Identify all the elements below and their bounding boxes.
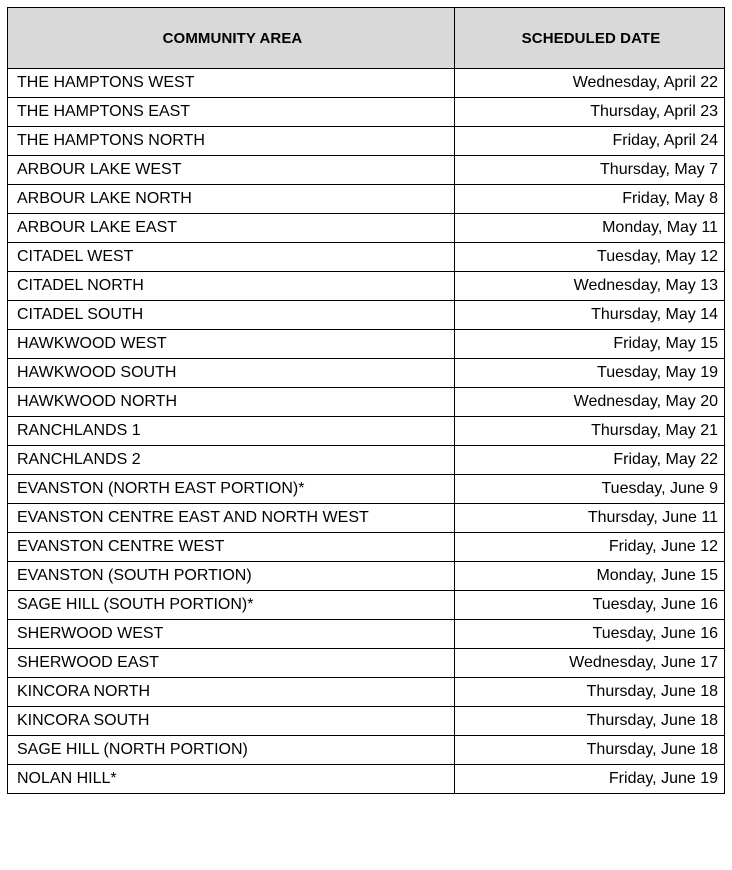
community-area-cell: CITADEL NORTH — [8, 272, 455, 301]
scheduled-date-cell: Wednesday, May 13 — [455, 272, 725, 301]
scheduled-date-cell: Tuesday, June 16 — [455, 620, 725, 649]
scheduled-date-cell: Thursday, May 7 — [455, 156, 725, 185]
community-area-cell: ARBOUR LAKE EAST — [8, 214, 455, 243]
scheduled-date-cell: Wednesday, June 17 — [455, 649, 725, 678]
scheduled-date-cell: Thursday, June 11 — [455, 504, 725, 533]
header-row — [8, 8, 725, 69]
table-row — [8, 504, 725, 533]
community-area-cell: THE HAMPTONS WEST — [8, 69, 455, 98]
community-area-cell: ARBOUR LAKE NORTH — [8, 185, 455, 214]
community-area-cell: CITADEL WEST — [8, 243, 455, 272]
table-row — [8, 446, 725, 475]
community-area-cell: ARBOUR LAKE WEST — [8, 156, 455, 185]
table-body — [8, 69, 725, 794]
table-row — [8, 185, 725, 214]
scheduled-date-cell: Wednesday, May 20 — [455, 388, 725, 417]
table-row — [8, 301, 725, 330]
scheduled-date-cell: Thursday, June 18 — [455, 736, 725, 765]
community-area-cell: RANCHLANDS 1 — [8, 417, 455, 446]
table-row — [8, 359, 725, 388]
table-row — [8, 330, 725, 359]
table-row — [8, 388, 725, 417]
community-area-cell: KINCORA NORTH — [8, 678, 455, 707]
scheduled-date-cell: Friday, May 15 — [455, 330, 725, 359]
table-row — [8, 562, 725, 591]
scheduled-date-cell: Friday, June 19 — [455, 765, 725, 794]
community-area-cell: NOLAN HILL* — [8, 765, 455, 794]
community-area-cell: SAGE HILL (NORTH PORTION) — [8, 736, 455, 765]
scheduled-date-cell: Thursday, June 18 — [455, 707, 725, 736]
community-area-cell: SAGE HILL (SOUTH PORTION)* — [8, 591, 455, 620]
community-area-cell: SHERWOOD EAST — [8, 649, 455, 678]
community-area-cell: HAWKWOOD WEST — [8, 330, 455, 359]
schedule-table — [7, 7, 725, 794]
scheduled-date-cell: Friday, May 22 — [455, 446, 725, 475]
community-area-cell: SHERWOOD WEST — [8, 620, 455, 649]
scheduled-date-cell: Tuesday, May 12 — [455, 243, 725, 272]
community-area-cell: RANCHLANDS 2 — [8, 446, 455, 475]
community-area-cell: EVANSTON CENTRE WEST — [8, 533, 455, 562]
community-area-cell: CITADEL SOUTH — [8, 301, 455, 330]
table-row — [8, 127, 725, 156]
community-area-cell: EVANSTON (NORTH EAST PORTION)* — [8, 475, 455, 504]
scheduled-date-cell: Friday, June 12 — [455, 533, 725, 562]
scheduled-date-cell: Tuesday, June 16 — [455, 591, 725, 620]
table-row — [8, 649, 725, 678]
community-area-cell: THE HAMPTONS NORTH — [8, 127, 455, 156]
community-area-cell: EVANSTON (SOUTH PORTION) — [8, 562, 455, 591]
table-row — [8, 475, 725, 504]
scheduled-date-cell: Tuesday, June 9 — [455, 475, 725, 504]
table-row — [8, 272, 725, 301]
table-row — [8, 243, 725, 272]
table-row — [8, 533, 725, 562]
scheduled-date-cell: Friday, May 8 — [455, 185, 725, 214]
scheduled-date-cell: Thursday, May 21 — [455, 417, 725, 446]
table-row — [8, 736, 725, 765]
scheduled-date-cell: Monday, May 11 — [455, 214, 725, 243]
scheduled-date-cell: Friday, April 24 — [455, 127, 725, 156]
table-row — [8, 707, 725, 736]
table-row — [8, 69, 725, 98]
scheduled-date-cell: Thursday, June 18 — [455, 678, 725, 707]
scheduled-date-cell: Wednesday, April 22 — [455, 69, 725, 98]
table-row — [8, 620, 725, 649]
column-header-community-area: COMMUNITY AREA — [8, 8, 455, 69]
table-header — [8, 8, 725, 69]
scheduled-date-cell: Thursday, May 14 — [455, 301, 725, 330]
table-row — [8, 765, 725, 794]
community-area-cell: HAWKWOOD SOUTH — [8, 359, 455, 388]
table-row — [8, 98, 725, 127]
table-row — [8, 591, 725, 620]
scheduled-date-cell: Thursday, April 23 — [455, 98, 725, 127]
column-header-scheduled-date: SCHEDULED DATE — [455, 8, 725, 69]
table-row — [8, 417, 725, 446]
community-area-cell: THE HAMPTONS EAST — [8, 98, 455, 127]
scheduled-date-cell: Monday, June 15 — [455, 562, 725, 591]
table-row — [8, 214, 725, 243]
community-area-cell: EVANSTON CENTRE EAST AND NORTH WEST — [8, 504, 455, 533]
community-area-cell: HAWKWOOD NORTH — [8, 388, 455, 417]
table-row — [8, 156, 725, 185]
community-area-cell: KINCORA SOUTH — [8, 707, 455, 736]
table-row — [8, 678, 725, 707]
scheduled-date-cell: Tuesday, May 19 — [455, 359, 725, 388]
